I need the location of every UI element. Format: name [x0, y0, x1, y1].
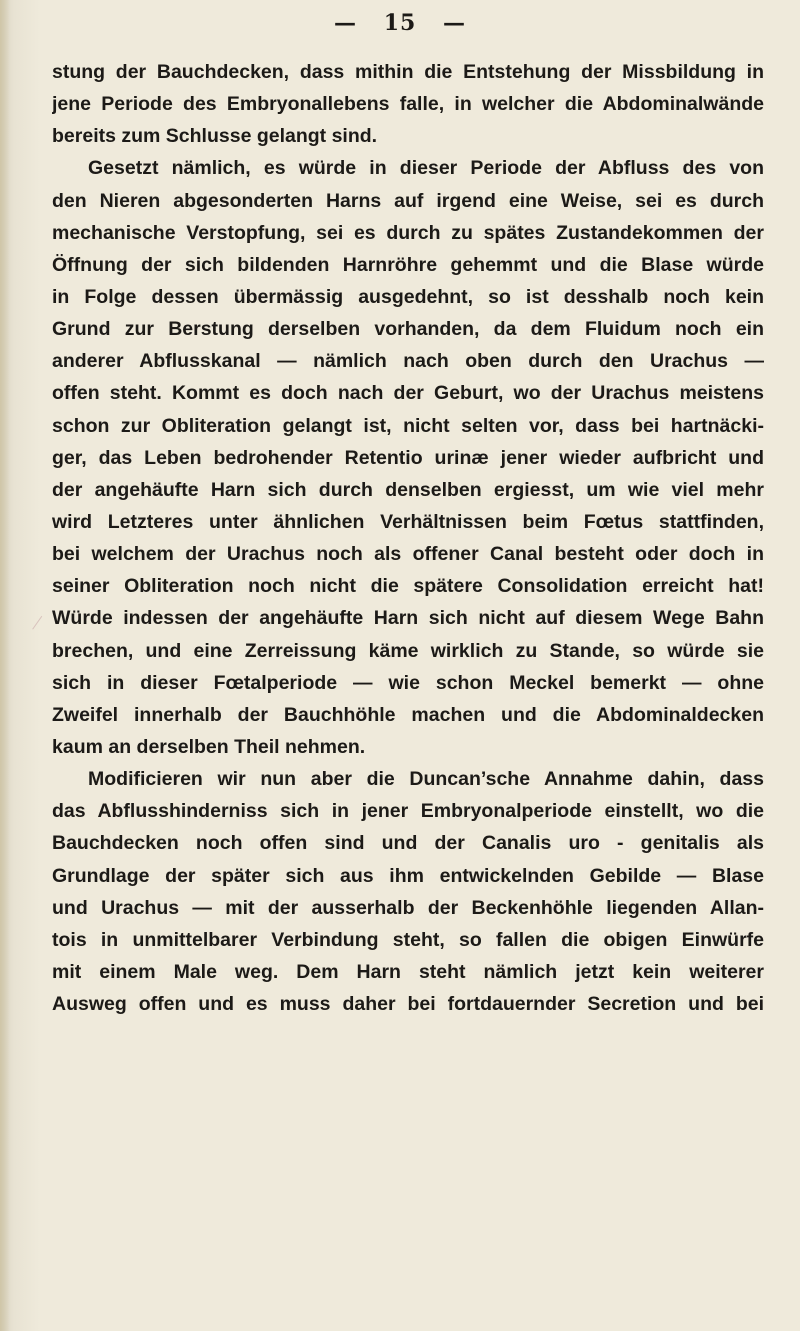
- text-line: Öffnung der sich bildenden Harnröhre gehemmt und die Blase würde: [52, 253, 764, 276]
- page-gutter-shadow: [0, 0, 10, 1331]
- text-line: den Nieren abgesonderten Harns auf irgend eine Weise, sei es durch: [52, 189, 764, 212]
- text-line: Modificieren wir nun aber die Duncan’sche Annahme dahin, dass: [88, 768, 764, 791]
- page-number: 15: [383, 10, 417, 36]
- text-line: bereits zum Schlusse gelangt sind.: [52, 125, 378, 148]
- text-line: offen steht. Kommt es doch nach der Geburt, wo der Urachus meistens: [52, 382, 764, 405]
- text-line: Gesetzt nämlich, es würde in dieser Periode der Abfluss des von: [88, 157, 764, 180]
- text-line: tois in unmittelbarer Verbindung steht, so fallen die obigen Einwürfe: [52, 928, 764, 951]
- text-line: das Abflusshinderniss sich in jener Embryonalperiode einstellt, wo die: [52, 800, 764, 823]
- text-line: bei welchem der Urachus noch als offener Canal besteht oder doch in: [52, 543, 764, 566]
- text-line: Zweifel innerhalb der Bauchhöhle machen und die Abdominaldecken: [52, 703, 764, 726]
- text-line: wird Letzteres unter ähnlichen Verhältnissen beim Fœtus stattfinden,: [52, 510, 764, 533]
- text-line: der angehäufte Harn sich durch denselben ergiesst, um wie viel mehr: [52, 478, 764, 501]
- header-dash-left: —: [334, 10, 358, 36]
- text-line: in Folge dessen übermässig ausgedehnt, so ist desshalb noch kein: [52, 285, 764, 308]
- text-line: sich in dieser Fœtalperiode — wie schon Meckel bemerkt — ohne: [52, 671, 764, 694]
- body-text: [52, 56, 764, 1020]
- header-dash-right: —: [442, 10, 466, 36]
- text-line: Grund zur Berstung derselben vorhanden, da dem Fluidum noch ein: [52, 318, 764, 341]
- text-line: mechanische Verstopfung, sei es durch zu spätes Zustandekommen der: [52, 221, 764, 244]
- page-header: [0, 10, 800, 36]
- text-line: stung der Bauchdecken, dass mithin die Entstehung der Missbildung in: [52, 61, 764, 83]
- stray-pencil-mark: [32, 616, 49, 634]
- text-line: jene Periode des Embryonallebens falle, in welcher die Abdominalwände: [52, 93, 764, 116]
- text-line: und Urachus — mit der ausserhalb der Beckenhöhle liegenden Allan-: [52, 896, 764, 919]
- text-line: Würde indessen der angehäufte Harn sich nicht auf diesem Wege Bahn: [52, 607, 764, 630]
- text-line: brechen, und eine Zerreissung käme wirklich zu Stande, so würde sie: [52, 639, 764, 662]
- text-line: seiner Obliteration noch nicht die spätere Consolidation erreicht hat!: [52, 575, 764, 598]
- text-line: Grundlage der später sich aus ihm entwickelnden Gebilde — Blase: [52, 864, 764, 887]
- text-line: schon zur Obliteration gelangt ist, nicht selten vor, dass bei hartnäcki-: [52, 414, 764, 437]
- text-line: ger, das Leben bedrohender Retentio urinæ jener wieder aufbricht und: [52, 446, 764, 469]
- text-line: mit einem Male weg. Dem Harn steht nämlich jetzt kein weiterer: [52, 960, 764, 983]
- text-line: kaum an derselben Theil nehmen.: [52, 735, 366, 758]
- text-line: Ausweg offen und es muss daher bei fortdauernder Secretion und bei: [52, 993, 764, 1016]
- text-line: anderer Abflusskanal — nämlich nach oben durch den Urachus —: [52, 350, 764, 373]
- text-line: Bauchdecken noch offen sind und der Canalis uro - genitalis als: [52, 832, 764, 855]
